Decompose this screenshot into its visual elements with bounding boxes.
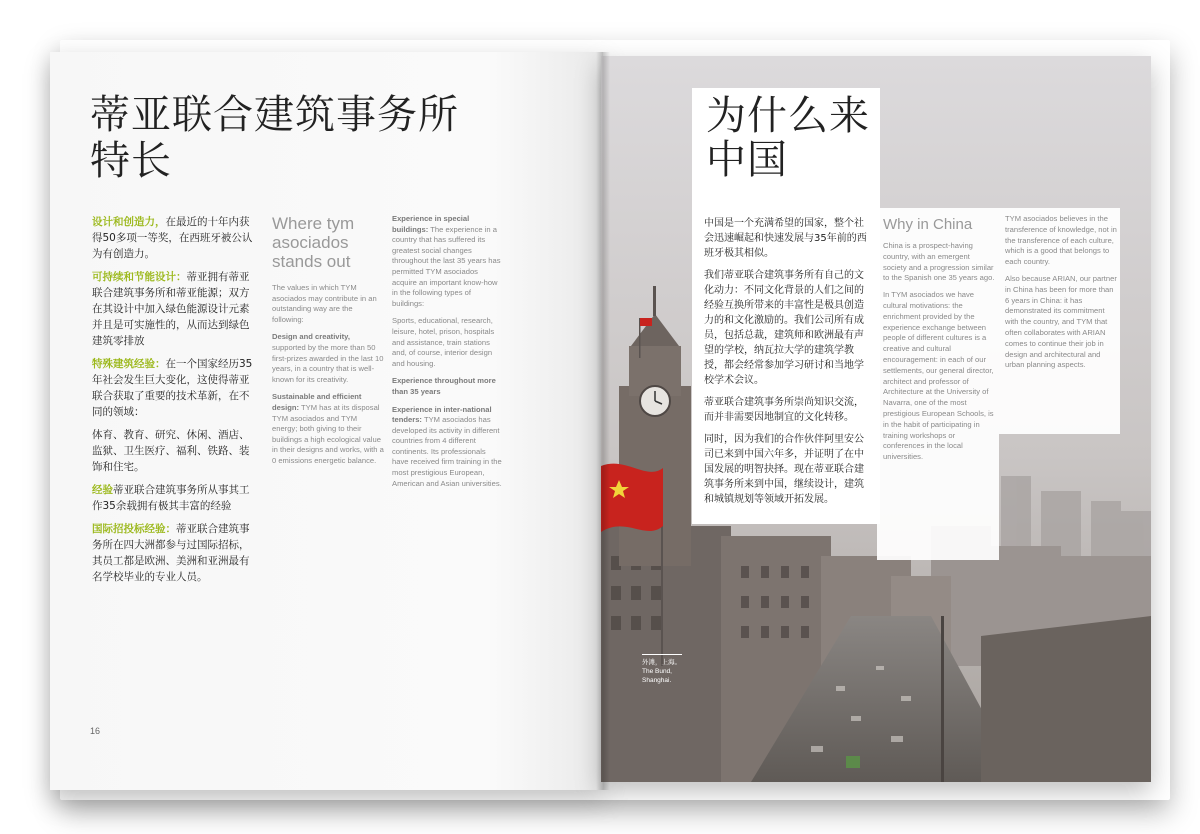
right-chinese-column <box>704 216 872 514</box>
en-feature-lead: Experience in special buildings: <box>392 214 470 234</box>
tym-belief-column <box>1005 214 1117 377</box>
cn-feature-paragraph <box>92 356 258 420</box>
right-title-line2: 中国 <box>706 137 788 183</box>
en-feature-paragraph <box>392 316 502 369</box>
en-feature-paragraph <box>392 214 502 309</box>
feature-text: 蒂亚联合建筑事务所在四大洲都参与过国际招标，其员工都是欧洲、美洲和亚洲最有名学校毕业的专业人员。 <box>92 523 250 583</box>
page-number: 16 <box>90 726 101 736</box>
en-feature-text: supported by the more than 50 first-prizes awarded in the last 10 years, in a country that is well-known for its creativity. <box>272 342 384 384</box>
en-feature-paragraph <box>392 376 502 397</box>
feature-text: 蒂亚联合建筑事务所从事其工作35余载拥有极其丰富的经验 <box>92 484 250 512</box>
caption-chinese: 外滩，上海。 <box>642 659 681 666</box>
en-feature-text: The experience in a country that has suffered its greatest social changes throughout the last 35 years has permitted TYM asociados acquire an important know-how in the following types of buildings: <box>392 224 501 308</box>
en-feature-text: TYM asociados has developed its activity in different countries from 4 different continents. Its professionals have received firm training in the most prestigious European, American and Asian universities. <box>392 415 502 488</box>
en-feature-paragraph <box>272 332 384 385</box>
left-chinese-column <box>92 214 258 592</box>
why-paragraph: China is a prospect-having country, with an emergent society and a progression similar to the Spanish one 35 years ago. <box>883 241 995 283</box>
where-tym-heading: Where tym asociados stands out <box>272 214 355 271</box>
cn-paragraph: 我们蒂亚联合建筑事务所有自己的文化动力：不同文化背景的人们之间的经验互换所带来的丰富性是极具创造力的和文化激励的。我们公司所有成员，包括总裁，建筑师和欧洲最有声望的学校，纳瓦拉大学的建筑学教授，都会经常参加学习研讨和当地学校学术会议。 <box>704 270 864 386</box>
cn-feature-paragraph <box>92 269 258 349</box>
cn-feature-paragraph <box>92 214 258 262</box>
feature-text: 在一个国家经历35年社会发生巨大变化，这使得蒂亚联合获取了重要的技术革新，在不同的领域： <box>92 358 253 418</box>
cn-feature-paragraph <box>92 482 258 514</box>
photo-caption <box>642 658 702 685</box>
right-page-title <box>706 94 870 182</box>
left-page-title <box>90 92 459 184</box>
why-china-column <box>883 216 995 469</box>
feature-lead: 经验 <box>92 484 113 496</box>
right-title-line1: 为什么来 <box>706 93 870 139</box>
feature-lead: 特殊建筑经验： <box>92 358 166 370</box>
en-feature-paragraph <box>392 405 502 490</box>
tym-paragraph: TYM asociados believes in the transference of knowledge, not in the transference of each culture, which is a good that belongs to each country. <box>1005 214 1117 267</box>
intro-paragraph: The values in which TYM asociados may contribute in an outstanding way are the following: <box>272 283 377 324</box>
left-english-column-1 <box>272 214 384 474</box>
en-feature-lead: Design and creativity, <box>272 332 350 342</box>
feature-text: 蒂亚拥有蒂亚联合建筑事务所和蒂亚能源；双方在其设计中加入绿色能源设计元素并且是可实施性的，从而达到绿色建筑零排放 <box>92 271 250 347</box>
why-china-heading: Why in China <box>883 216 973 233</box>
en-feature-lead: Experience throughout more than 35 years <box>392 376 496 396</box>
cn-paragraph: 蒂亚联合建筑事务所崇尚知识交流，而并非需要因地制宜的文化转移。 <box>704 397 864 423</box>
left-title-line1: 蒂亚联合建筑事务所 <box>90 92 459 138</box>
book-gutter <box>596 52 610 790</box>
tym-paragraph: Also because ARIAN, our partner in China has been for more than 6 years in China: it has demonstrated its commitment with the country, and TYM that often collaborates with ARIAN comes to continue their job in design and architectural and urban planning aspects. <box>1005 273 1117 370</box>
cn-paragraph: 同时，因为我们的合作伙伴阿里安公司已来到中国六年多，并证明了在中国发展的明智抉择。现在蒂亚联合建筑事务所来到中国，继续设计，建筑和城镇规划等领域开拓发展。 <box>704 434 864 505</box>
en-feature-text: Sports, educational, research, leisure, hotel, prison, hospitals and assistance, train stations and, of course, interior design and housing. <box>392 316 495 368</box>
en-feature-text: TYM has at its disposal TYM asociados and TYM energy; both giving to their buildings a high ecological value in their designs and works, with a 0 emissions energetic balance. <box>272 402 384 465</box>
left-english-column-2 <box>392 214 502 496</box>
cn-feature-paragraph <box>92 427 258 475</box>
en-feature-paragraph <box>272 392 384 466</box>
feature-text: 在最近的十年内获得50多项一等奖，在西班牙被公认为有创造力。 <box>92 216 253 260</box>
cn-paragraph: 中国是一个充满希望的国家，整个社会迅速崛起和快速发展与35年前的西班牙极其相似。 <box>704 218 867 259</box>
caption-english-2: Shanghai. <box>642 677 672 684</box>
cn-feature-paragraph <box>92 521 258 585</box>
en-feature-lead: Sustainable and efficient design: <box>272 392 362 412</box>
feature-lead: 可持续和节能设计： <box>92 271 187 283</box>
feature-lead: 国际招投标经验： <box>92 523 176 535</box>
feature-lead: 设计和创造力， <box>92 216 166 228</box>
en-feature-lead: Experience in inter-national tenders: <box>392 404 492 425</box>
why-paragraph: In TYM asociados we have cultural motivations: the enrichment provided by the experience exchange between people of different cultures is a creative and cultural encouragement: in each of our settlements, our general director, architect and professor of Architecture at the University of Navarra, one of the most prestigious European Schools, is in the habit of participating in training workshops or conferences in the local universities. <box>883 290 994 462</box>
feature-text: 体育、教育、研究、休闲、酒店、监狱、卫生医疗、福利、铁路、装饰和住宅。 <box>92 429 250 473</box>
caption-english-1: The Bund, <box>642 668 672 675</box>
caption-rule <box>642 654 682 655</box>
left-title-line2: 特长 <box>90 138 172 184</box>
